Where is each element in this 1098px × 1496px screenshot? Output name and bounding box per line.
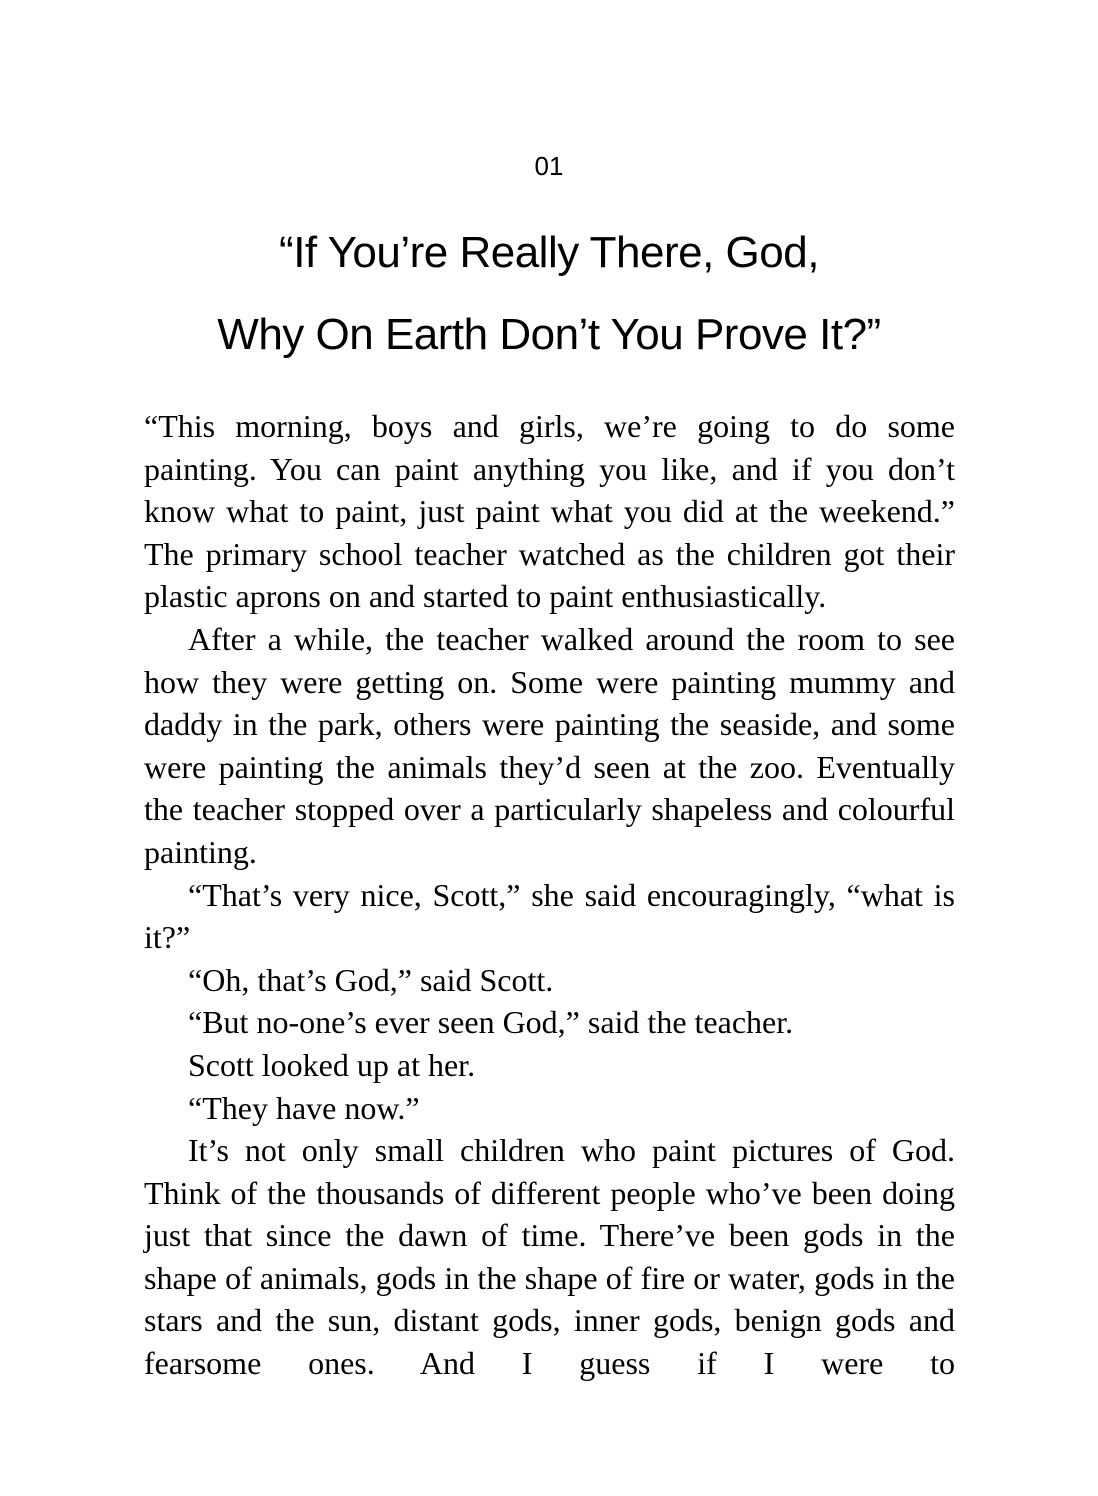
chapter-title-line-1: “If You’re Really There, God,: [279, 228, 819, 277]
chapter-title-line-2: Why On Earth Don’t You Prove It?”: [217, 310, 881, 359]
paragraph-8: It’s not only small children who paint pictures of God. Think of the thousands of different people who’ve been doing just that since the dawn of time. There’ve been gods in the shape of animals, gods in the shape of fire or water, gods in the stars and the sun, distant gods, inner gods, benign gods and fearsome ones. And I guess if I were to: [144, 1132, 955, 1382]
body-text: [144, 405, 955, 1385]
paragraph-1: “This morning, boys and girls, we’re going to do some painting. You can paint anything you like, and if you don’t know what to paint, just paint what you did at the weekend.” The primary school teacher watched as the children got their plastic aprons on and started to paint enthusiastically.: [144, 408, 955, 615]
paragraph-3: “That’s very nice, Scott,” she said encouragingly, “what is it?”: [144, 876, 955, 956]
paragraph-4: “Oh, that’s God,” said Scott.: [188, 961, 554, 998]
paragraph-6: Scott looked up at her.: [188, 1046, 476, 1083]
chapter-title: [0, 212, 1098, 376]
chapter-number: 01: [534, 151, 564, 181]
paragraph-7: “They have now.”: [188, 1089, 420, 1126]
paragraph-2: After a while, the teacher walked around the room to see how they were getting on. Some were painting mummy and daddy in the park, others were painting the seaside, and some were painting the animals they’d seen at the zoo. Eventually the teacher stopped over a particularly shapeless and colourful painting.: [144, 620, 955, 870]
paragraph-5: “But no-one’s ever seen God,” said the teacher.: [188, 1004, 794, 1041]
